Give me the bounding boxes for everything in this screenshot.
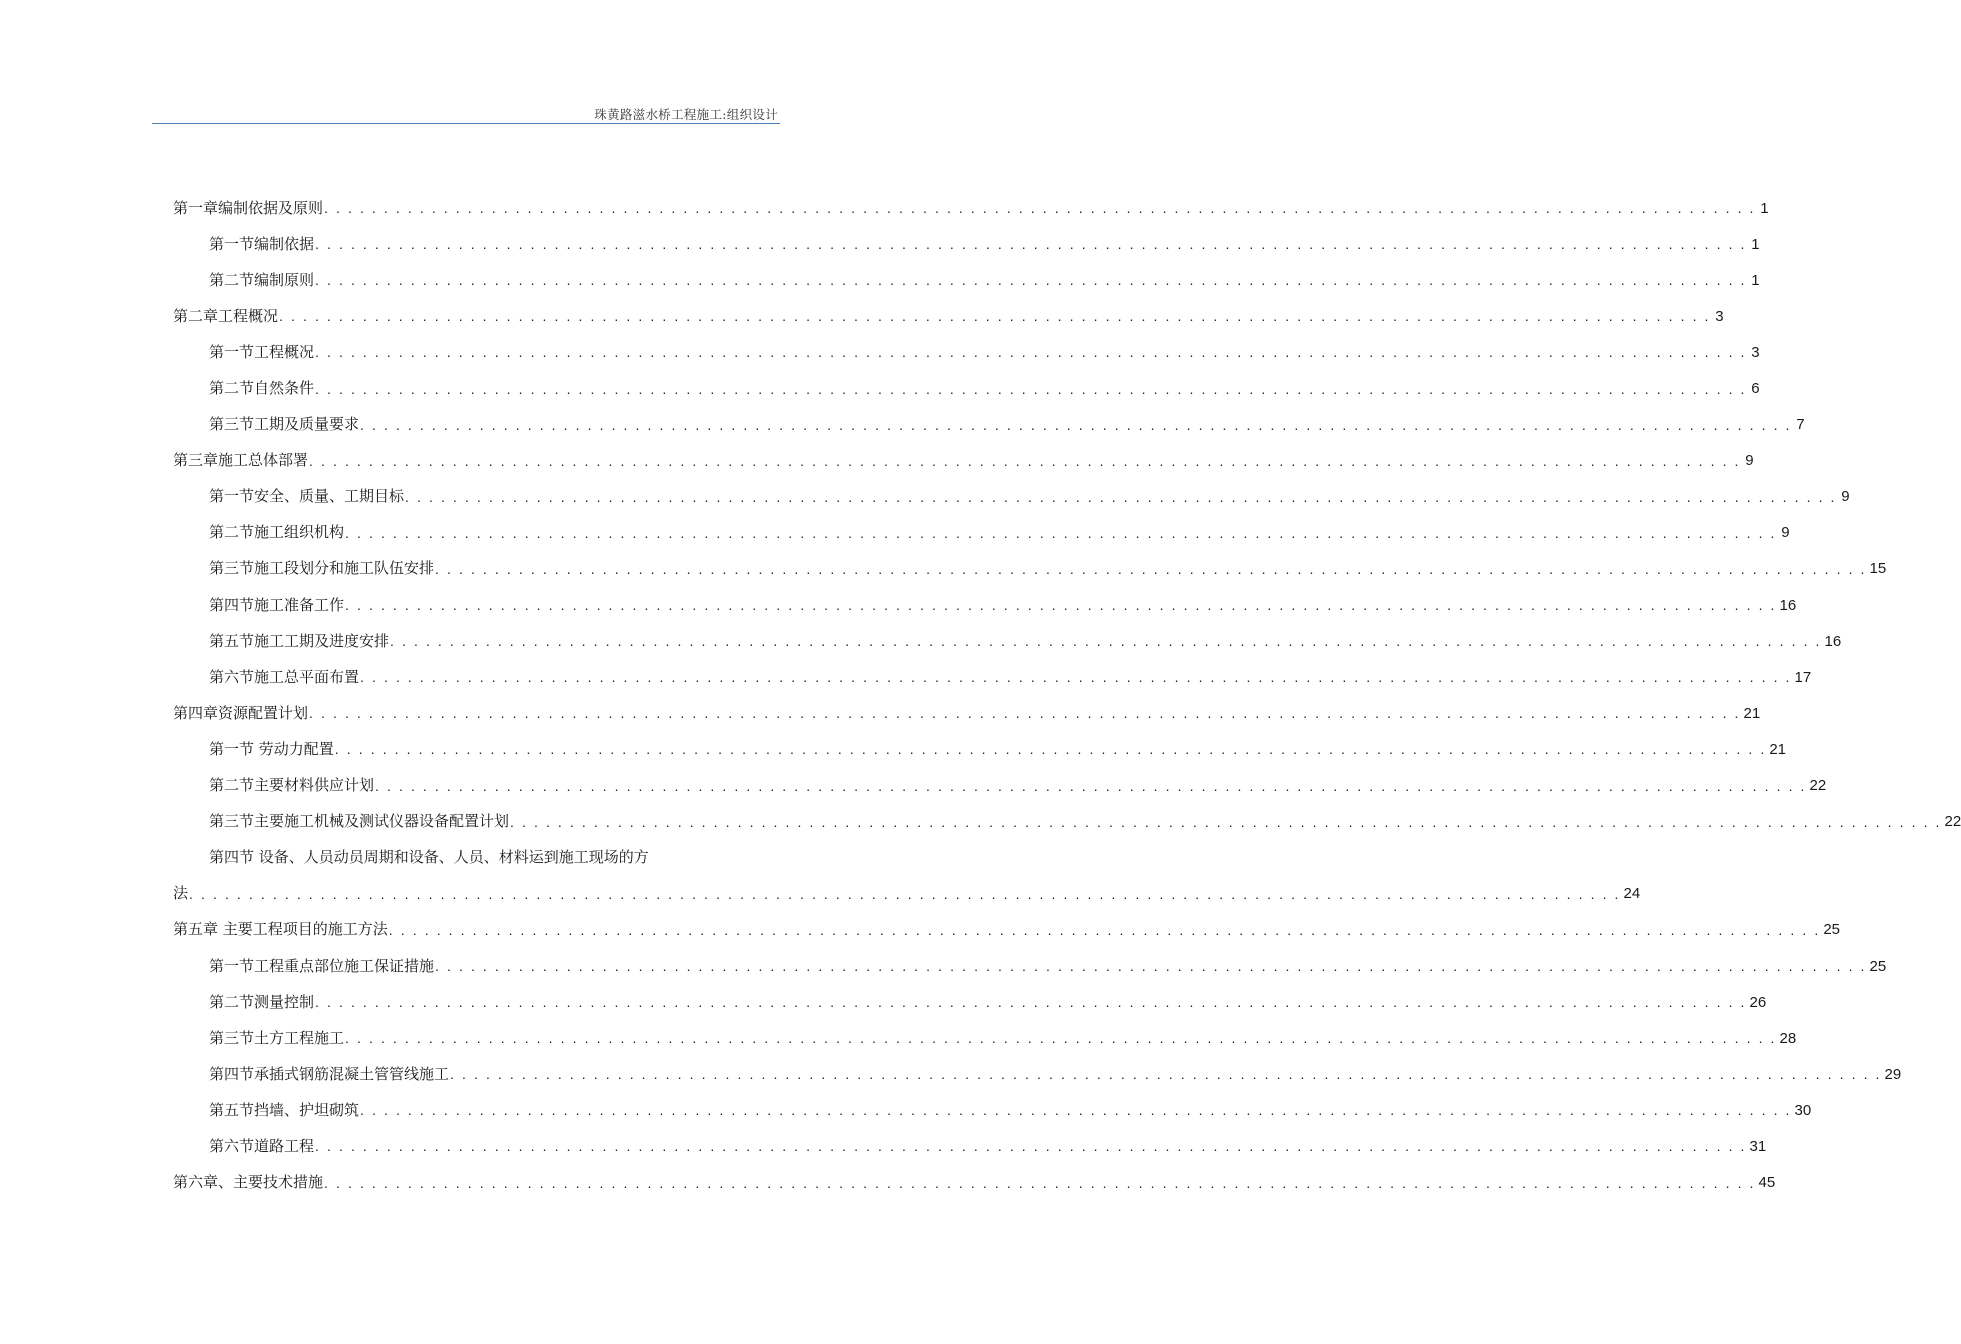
toc-leader-dots: . . . . . . . . . . . . . . . . . . . . . . . . . . . . . . . . . . . . . . . . . . . . . . . . . . . . . . . . . . . . . . . . . . . . . . . . . . . . . . . . . . . . . . . . . . . . . . . . . . . . . . . . . . . . . . . . . . . . . . . . — [360, 1102, 1792, 1119]
toc-leader-dots: . . . . . . . . . . . . . . . . . . . . . . . . . . . . . . . . . . . . . . . . . . . . . . . . . . . . . . . . . . . . . . . . . . . . . . . . . . . . . . . . . . . . . . . . . . . . . . . . . . . . . . . . . . . . . . . . . . . . . . . . — [315, 236, 1747, 253]
toc-entry-label: 第一节编制依据 — [209, 234, 315, 253]
toc-page-number: 25 — [1823, 921, 1840, 939]
running-header: 珠黄路滋水桥工程施工:组织设计 — [594, 107, 778, 122]
toc-entry[interactable] — [173, 1092, 1812, 1128]
toc-page-number: 6 — [1751, 380, 1760, 398]
toc-entry-label: 第六节道路工程 — [209, 1136, 315, 1155]
toc-leader-dots: . . . . . . . . . . . . . . . . . . . . . . . . . . . . . . . . . . . . . . . . . . . . . . . . . . . . . . . . . . . . . . . . . . . . . . . . . . . . . . . . . . . . . . . . . . . . . . . . . . . . . . . . . . . . . . . . . . . . . . . . — [435, 560, 1867, 577]
toc-entry[interactable] — [173, 334, 1760, 370]
toc-entry-label: 第二节测量控制 — [209, 992, 315, 1011]
toc-entry-label: 第三节土方工程施工 — [209, 1028, 345, 1047]
toc-page-number: 1 — [1760, 199, 1769, 217]
toc-leader-dots: . . . . . . . . . . . . . . . . . . . . . . . . . . . . . . . . . . . . . . . . . . . . . . . . . . . . . . . . . . . . . . . . . . . . . . . . . . . . . . . . . . . . . . . . . . . . . . . . . . . . . . . . . . . . . . . . . . . . . . . . — [315, 380, 1747, 397]
toc-leader-dots: . . . . . . . . . . . . . . . . . . . . . . . . . . . . . . . . . . . . . . . . . . . . . . . . . . . . . . . . . . . . . . . . . . . . . . . . . . . . . . . . . . . . . . . . . . . . . . . . . . . . . . . . . . . . . . . . . . . . . . . . — [324, 200, 1756, 217]
toc-leader-dots: . . . . . . . . . . . . . . . . . . . . . . . . . . . . . . . . . . . . . . . . . . . . . . . . . . . . . . . . . . . . . . . . . . . . . . . . . . . . . . . . . . . . . . . . . . . . . . . . . . . . . . . . . . . . . . . . . . . . . . . . — [315, 994, 1747, 1011]
toc-entry[interactable] — [173, 840, 757, 876]
toc-leader-dots: . . . . . . . . . . . . . . . . . . . . . . . . . . . . . . . . . . . . . . . . . . . . . . . . . . . . . . . . . . . . . . . . . . . . . . . . . . . . . . . . . . . . . . . . . . . . . . . . . . . . . . . . . . . . . . . . . . . . . . . . — [435, 958, 1867, 975]
toc-entry-label: 第五章 主要工程项目的施工方法 — [173, 920, 388, 939]
toc-entry[interactable] — [173, 1020, 1797, 1056]
toc-leader-dots: . . . . . . . . . . . . . . . . . . . . . . . . . . . . . . . . . . . . . . . . . . . . . . . . . . . . . . . . . . . . . . . . . . . . . . . . . . . . . . . . . . . . . . . . . . . . . . . . . . . . . . . . . . . . . . . . . . . . . . . . — [510, 813, 1942, 830]
toc-leader-dots: . . . . . . . . . . . . . . . . . . . . . . . . . . . . . . . . . . . . . . . . . . . . . . . . . . . . . . . . . . . . . . . . . . . . . . . . . . . . . . . . . . . . . . . . . . . . . . . . . . . . . . . . . . . . . . . . . . . . . . . . — [345, 1030, 1777, 1047]
toc-leader-dots: . . . . . . . . . . . . . . . . . . . . . . . . . . . . . . . . . . . . . . . . . . . . . . . . . . . . . . . . . . . . . . . . . . . . . . . . . . . . . . . . . . . . . . . . . . . . . . . . . . . . . . . . . . . . . . . . . . . . . . . . — [375, 777, 1807, 794]
toc-entry-label: 第五节挡墙、护坦砌筑 — [209, 1100, 360, 1119]
toc-page-number: 1 — [1751, 271, 1760, 289]
toc-entry[interactable] — [173, 623, 1842, 659]
toc-entry-label: 第一节工程概况 — [209, 342, 315, 361]
toc-entry-label: 第三节工期及质量要求 — [209, 415, 360, 434]
toc-entry[interactable] — [173, 804, 1961, 840]
toc-entry-label: 第六章、主要技术措施 — [173, 1173, 324, 1192]
toc-page-number: 9 — [1745, 452, 1754, 470]
toc-page-number: 31 — [1749, 1137, 1767, 1155]
toc-entry[interactable] — [173, 1165, 1776, 1201]
toc-leader-dots: . . . . . . . . . . . . . . . . . . . . . . . . . . . . . . . . . . . . . . . . . . . . . . . . . . . . . . . . . . . . . . . . . . . . . . . . . . . . . . . . . . . . . . . . . . . . . . . . . . . . . . . . . . . . . . . . . . . . . . . . — [360, 416, 1792, 433]
toc-entry[interactable] — [173, 370, 1760, 406]
toc-page-number: 1 — [1751, 235, 1760, 253]
toc-page-number: 16 — [1779, 596, 1797, 614]
toc-leader-dots: . . . . . . . . . . . . . . . . . . . . . . . . . . . . . . . . . . . . . . . . . . . . . . . . . . . . . . . . . . . . . . . . . . . . . . . . . . . . . . . . . . . . . . . . . . . . . . . . . . . . . . . . . . . . . . . . . . . . . . . . — [345, 597, 1777, 614]
toc-page-number: 17 — [1794, 668, 1812, 686]
toc-page-number: 15 — [1869, 560, 1887, 578]
toc-leader-dots: . . . . . . . . . . . . . . . . . . . . . . . . . . . . . . . . . . . . . . . . . . . . . . . . . . . . . . . . . . . . . . . . . . . . . . . . . . . . . . . . . . . . . . . . . . . . . . . . . . . . . . . . . . . . . . . . . . . . . . . . — [315, 272, 1747, 289]
toc-entry[interactable] — [173, 659, 1812, 695]
toc-page-number: 25 — [1869, 957, 1887, 975]
toc-entry-label: 第一章编制依据及原则 — [173, 198, 324, 217]
toc-page-number: 22 — [1809, 777, 1827, 795]
toc-page-number: 21 — [1769, 740, 1786, 758]
toc-entry[interactable] — [173, 768, 1827, 804]
toc-page-number: 3 — [1751, 343, 1760, 361]
toc-entry-label: 第四章资源配置计划 — [173, 703, 309, 722]
toc-entry-label: 第三节主要施工机械及测试仪器设备配置计划 — [209, 812, 510, 831]
toc-entry-label: 第一节安全、质量、工期目标 — [209, 487, 405, 506]
toc-leader-dots: . . . . . . . . . . . . . . . . . . . . . . . . . . . . . . . . . . . . . . . . . . . . . . . . . . . . . . . . . . . . . . . . . . . . . . . . . . . . . . . . . . . . . . . . . . . . . . . . . . . . . . . . . . . . . . . . . . . . . . . . — [345, 524, 1777, 541]
toc-leader-dots: . . . . . . . . . . . . . . . . . . . . . . . . . . . . . . . . . . . . . . . . . . . . . . . . . . . . . . . . . . . . . . . . . . . . . . . . . . . . . . . . . . . . . . . . . . . . . . . . . . . . . . . . . . . . . . . . . . . . . . . . — [450, 1066, 1882, 1083]
toc-leader-dots: . . . . . . . . . . . . . . . . . . . . . . . . . . . . . . . . . . . . . . . . . . . . . . . . . . . . . . . . . . . . . . . . . . . . . . . . . . . . . . . . . . . . . . . . . . . . . . . . . . . . . . . . . . . . . . . . . . . . . . . . — [360, 669, 1792, 686]
toc-entry[interactable] — [173, 407, 1805, 443]
toc-leader-dots: . . . . . . . . . . . . . . . . . . . . . . . . . . . . . . . . . . . . . . . . . . . . . . . . . . . . . . . . . . . . . . . . . . . . . . . . . . . . . . . . . . . . . . . . . . . . . . . . . . . . . . . . . . . . . . . . . . . . . . . . — [309, 452, 1741, 469]
toc-page-number: 30 — [1794, 1101, 1812, 1119]
toc-entry[interactable] — [173, 262, 1760, 298]
toc-leader-dots: . . . . . . . . . . . . . . . . . . . . . . . . . . . . . . . . . . . . . . . . . . . . . . . . . . . . . . . . . . . . . . . . . . . . . . . . . . . . . . . . . . . . . . . . . . . . . . . . . . . . . . . . . . . . . . . . . . . . . . . . — [324, 1174, 1756, 1191]
toc-page-number: 7 — [1796, 416, 1805, 434]
toc-entry-label: 第一节 劳动力配置 — [209, 739, 334, 758]
toc-page-number: 29 — [1884, 1065, 1902, 1083]
toc-leader-dots: . . . . . . . . . . . . . . . . . . . . . . . . . . . . . . . . . . . . . . . . . . . . . . . . . . . . . . . . . . . . . . . . . . . . . . . . . . . . . . . . . . . . . . . . . . . . . . . . . . . . . . . . . . . . . . . . . . . . . . . . — [405, 488, 1837, 505]
toc-leader-dots: . . . . . . . . . . . . . . . . . . . . . . . . . . . . . . . . . . . . . . . . . . . . . . . . . . . . . . . . . . . . . . . . . . . . . . . . . . . . . . . . . . . . . . . . . . . . . . . . . . . . . . . . . . . . . . . . . . . . . . . . — [334, 741, 1767, 758]
table-of-contents — [173, 190, 1961, 1201]
toc-page-number: 45 — [1758, 1174, 1776, 1192]
toc-page-number: 28 — [1779, 1029, 1797, 1047]
toc-entry[interactable] — [173, 190, 1769, 226]
toc-entry-label: 第二节施工组织机构 — [209, 523, 345, 542]
toc-entry[interactable] — [173, 298, 1724, 334]
toc-entry[interactable] — [173, 587, 1797, 623]
toc-entry-label: 第二节自然条件 — [209, 379, 315, 398]
toc-entry-label: 第五节施工工期及进度安排 — [209, 631, 390, 650]
toc-leader-dots: . . . . . . . . . . . . . . . . . . . . . . . . . . . . . . . . . . . . . . . . . . . . . . . . . . . . . . . . . . . . . . . . . . . . . . . . . . . . . . . . . . . . . . . . . . . . . . . . . . . . . . . . . . . . . . . . . . . . . . . . — [390, 633, 1822, 650]
toc-page-number: 9 — [1781, 524, 1790, 542]
toc-entry-label: 第三章施工总体部署 — [173, 451, 309, 470]
toc-entry-label: 第四节 设备、人员动员周期和设备、人员、材料运到施工现场的方 — [209, 848, 649, 867]
toc-entry[interactable] — [173, 1056, 1902, 1092]
toc-entry-label: 第二章工程概况 — [173, 306, 279, 325]
header-rule — [152, 123, 780, 124]
toc-entry[interactable] — [173, 1128, 1767, 1164]
toc-page-number: 9 — [1841, 488, 1850, 506]
toc-leader-dots: . . . . . . . . . . . . . . . . . . . . . . . . . . . . . . . . . . . . . . . . . . . . . . . . . . . . . . . . . . . . . . . . . . . . . . . . . . . . . . . . . . . . . . . . . . . . . . . . . . . . . . . . . . . . . . . . . . . . . . . . — [189, 885, 1621, 902]
toc-entry[interactable] — [173, 984, 1767, 1020]
toc-page-number: 16 — [1824, 632, 1842, 650]
toc-entry-label: 第一节工程重点部位施工保证措施 — [209, 956, 435, 975]
toc-entry-label: 第四节承插式钢筋混凝土管管线施工 — [209, 1064, 450, 1083]
toc-page-number: 3 — [1715, 307, 1724, 325]
toc-page-number: 22 — [1944, 813, 1961, 831]
toc-entry-label: 第六节施工总平面布置 — [209, 667, 360, 686]
toc-entry-label: 第二节主要材料供应计划 — [209, 776, 375, 795]
toc-entry[interactable] — [173, 515, 1790, 551]
toc-entry[interactable] — [173, 876, 1641, 912]
toc-page-number: 21 — [1743, 704, 1761, 722]
toc-entry-label: 第四节施工准备工作 — [209, 595, 345, 614]
toc-leader-dots: . . . . . . . . . . . . . . . . . . . . . . . . . . . . . . . . . . . . . . . . . . . . . . . . . . . . . . . . . . . . . . . . . . . . . . . . . . . . . . . . . . . . . . . . . . . . . . . . . . . . . . . . . . . . . . . . . . . . . . . . — [279, 308, 1711, 325]
toc-entry[interactable] — [173, 912, 1840, 948]
toc-entry[interactable] — [173, 731, 1786, 767]
toc-entry[interactable] — [173, 551, 1887, 587]
toc-leader-dots: . . . . . . . . . . . . . . . . . . . . . . . . . . . . . . . . . . . . . . . . . . . . . . . . . . . . . . . . . . . . . . . . . . . . . . . . . . . . . . . . . . . . . . . . . . . . . . . . . . . . . . . . . . . . . . . . . . . . . . . . — [315, 1138, 1747, 1155]
toc-entry-label: 第三节施工段划分和施工队伍安排 — [209, 559, 435, 578]
toc-leader-dots: . . . . . . . . . . . . . . . . . . . . . . . . . . . . . . . . . . . . . . . . . . . . . . . . . . . . . . . . . . . . . . . . . . . . . . . . . . . . . . . . . . . . . . . . . . . . . . . . . . . . . . . . . . . . . . . . . . . . . . . . — [388, 921, 1821, 938]
toc-leader-dots: . . . . . . . . . . . . . . . . . . . . . . . . . . . . . . . . . . . . . . . . . . . . . . . . . . . . . . . . . . . . . . . . . . . . . . . . . . . . . . . . . . . . . . . . . . . . . . . . . . . . . . . . . . . . . . . . . . . . . . . . — [309, 705, 1741, 722]
toc-entry[interactable] — [173, 948, 1887, 984]
toc-entry-label: 法 — [173, 884, 189, 903]
toc-entry[interactable] — [173, 695, 1761, 731]
toc-page-number: 24 — [1623, 885, 1641, 903]
toc-leader-dots: . . . . . . . . . . . . . . . . . . . . . . . . . . . . . . . . . . . . . . . . . . . . . . . . . . . . . . . . . . . . . . . . . . . . . . . . . . . . . . . . . . . . . . . . . . . . . . . . . . . . . . . . . . . . . . . . . . . . . . . . — [315, 344, 1747, 361]
toc-entry[interactable] — [173, 479, 1850, 515]
toc-entry[interactable] — [173, 443, 1754, 479]
toc-entry-label: 第二节编制原则 — [209, 270, 315, 289]
toc-entry[interactable] — [173, 226, 1760, 262]
toc-page-number: 26 — [1749, 993, 1767, 1011]
